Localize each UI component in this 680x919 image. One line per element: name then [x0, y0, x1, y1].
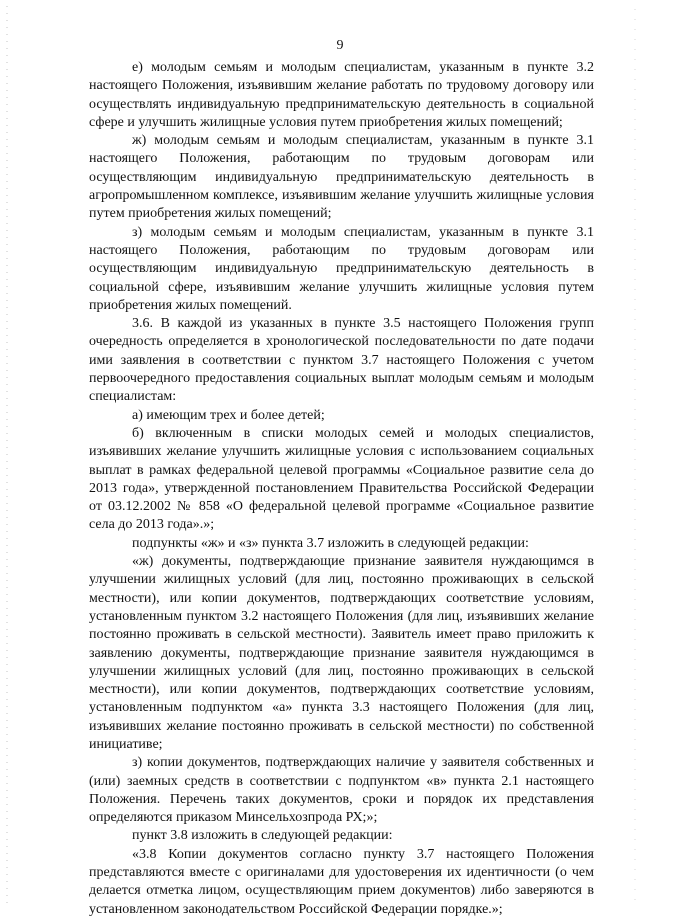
scan-margin-marks	[6, 0, 8, 905]
paragraph-new-subitem-zh: «ж) документы, подтверждающие признание заявителя нуждающимся в улучшении жилищных условий (для лиц, постоянно проживающих в сельской местности), или копии документов, подтверждающих соответствие условиям, установленным пунктом 3.2 настоящего Положения (для лиц, изъявивших желание постоянно проживать в сельской местности). Заявитель имеет право приложить к заявлению документы, подтверждающие признание заявителя нуждающимся в улучшении жилищных условий (для лиц, постоянно проживающих в сельской местности), или копии документов, подтверждающих соответствие условиям, установленным подпунктом «а» пункта 3.3 настоящего Положения (для лиц, изъявивших желание постоянно проживать в сельской местности) по собственной инициативе;	[89, 554, 594, 752]
document-body	[89, 59, 594, 919]
paragraph-subitem-z: з) молодым семьям и молодым специалистам, указанным в пункте 3.1 настоящего Положения, работающим по трудовым договорам или осуществляющим индивидуальную предпринимательскую деятельность в социальной сфере, изъявившим желание улучшить жилищные условия путем приобретения жилых помещений.	[89, 224, 594, 313]
paragraph-subitem-a: а) имеющим трех и более детей;	[132, 407, 325, 423]
paragraph-new-subitem-z: з) копии документов, подтверждающих наличие у заявителя собственных и (или) заемных средств в соответствии с подпунктом «в» пункта 2.1 настоящего Положения. Перечень таких документов, сроки и порядок их представления определяются приказом Минсельхозпрода РХ;»;	[89, 755, 594, 826]
paragraph-subitem-zh: ж) молодым семьям и молодым специалистам, указанным в пункте 3.1 настоящего Положения, работающим по трудовым договорам или осуществляющим индивидуальную предпринимательскую деятельность в агропромышленном комплексе, изъявившим желание улучшить жилищные условия путем приобретения жилых помещений;	[89, 133, 594, 222]
paragraph-subitem-b: б) включенным в списки молодых семей и молодых специалистов, изъявивших желание улучшить жилищные условия с использованием социальных выплат в рамках федеральной целевой программы «Социальное развитие села до 2013 года», утвержденной постановлением Правительства Российской Федерации от 03.12.2002 № 858 «О федеральной целевой программе «Социальное развитие села до 2013 года».»;	[89, 425, 594, 533]
scan-margin-marks-right	[634, 0, 636, 905]
paragraph-clause-3-6: 3.6. В каждой из указанных в пункте 3.5 настоящего Положения групп очередность определяется в хронологической последовательности по дате подачи ими заявления в соответствии с пунктом 3.7 настоящего Положения с учетом первоочередного предоставления социальных выплат молодым семьям и молодым специалистам:	[89, 316, 594, 405]
paragraph-amendment-3-8: пункт 3.8 изложить в следующей редакции:	[132, 828, 393, 844]
paragraph-clause-3-8: «3.8 Копии документов согласно пункту 3.7 настоящего Положения представляются вместе с оригиналами для удостоверения их идентичности (о чем делается отметка лицом, осуществляющим прием документов) либо заверяются в установленном законодательством Российской Федерации порядке.»;	[89, 846, 594, 917]
page-number: 9	[336, 38, 344, 53]
paragraph-subitem-e: е) молодым семьям и молодым специалистам, указанным в пункте 3.2 настоящего Положения, изъявившим желание работать по трудовому договору или осуществлять индивидуальную предпринимательскую деятельность в социальной сфере и улучшить жилищные условия путем приобретения жилых помещений;	[89, 60, 594, 130]
paragraph-amendment-3-7: подпункты «ж» и «з» пункта 3.7 изложить в следующей редакции:	[132, 535, 529, 551]
